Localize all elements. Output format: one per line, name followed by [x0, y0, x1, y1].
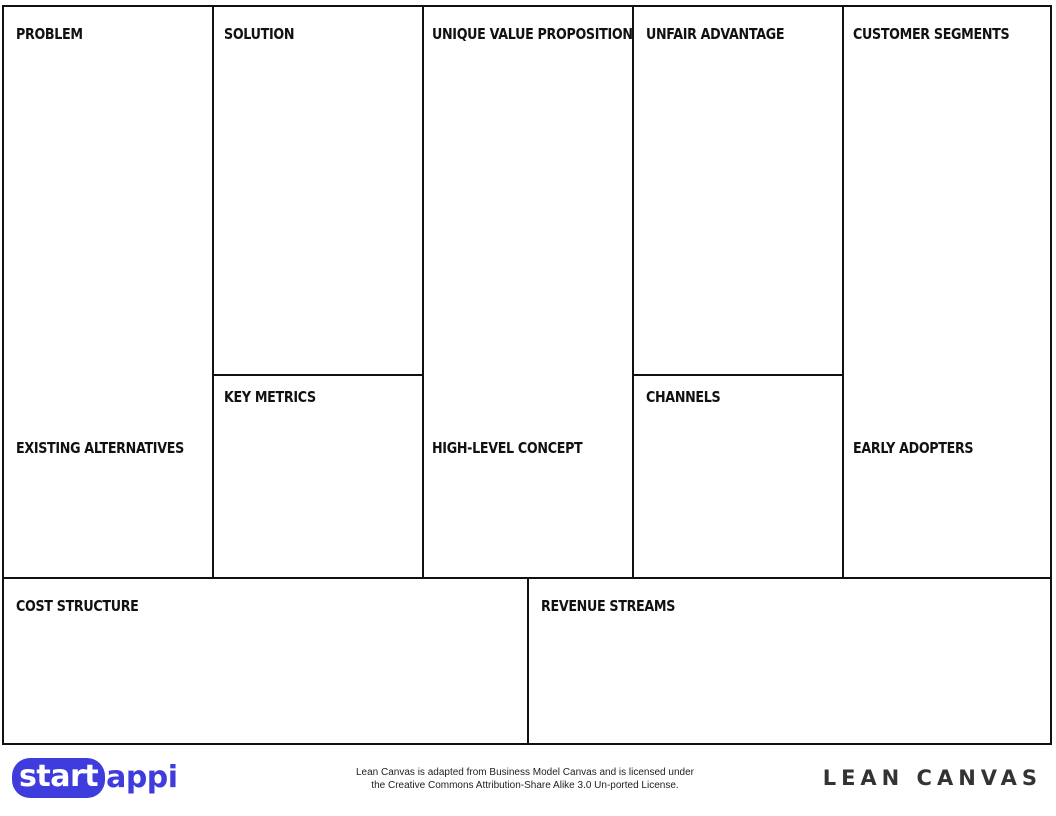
divider-cost-revenue — [527, 579, 529, 743]
customer-segments-label: CUSTOMER SEGMENTS — [853, 25, 1010, 43]
divider-advantage-channels — [634, 374, 842, 376]
existing-alternatives-label: EXISTING ALTERNATIVES — [16, 439, 184, 457]
cost-structure-label: COST STRUCTURE — [16, 597, 139, 615]
logo-start-text: start — [12, 758, 105, 798]
startappi-logo — [12, 755, 178, 801]
divider-uvp-advantage — [632, 7, 634, 577]
revenue-streams-label: REVENUE STREAMS — [541, 597, 676, 615]
license-line-2: the Creative Commons Attribution-Share Alike 3.0 Un-ported License. — [371, 780, 679, 791]
problem-label: PROBLEM — [16, 25, 83, 43]
divider-advantage-segments — [842, 7, 844, 577]
lean-canvas-title: LEAN CANVAS — [822, 766, 1042, 790]
unique-value-proposition-label: UNIQUE VALUE PROPOSITION — [432, 25, 633, 43]
lean-canvas-grid — [2, 5, 1052, 745]
channels-label: CHANNELS — [646, 388, 721, 406]
divider-solution-uvp — [422, 7, 424, 577]
key-metrics-label: KEY METRICS — [224, 388, 316, 406]
license-note — [300, 766, 750, 792]
divider-solution-metrics — [214, 374, 422, 376]
divider-problem-solution — [212, 7, 214, 577]
license-line-1: Lean Canvas is adapted from Business Model Canvas and is licensed under — [356, 767, 694, 778]
early-adopters-label: EARLY ADOPTERS — [853, 439, 974, 457]
logo-appi-text: appi — [106, 760, 178, 795]
high-level-concept-label: HIGH-LEVEL CONCEPT — [432, 439, 583, 457]
solution-label: SOLUTION — [224, 25, 295, 43]
unfair-advantage-label: UNFAIR ADVANTAGE — [646, 25, 785, 43]
